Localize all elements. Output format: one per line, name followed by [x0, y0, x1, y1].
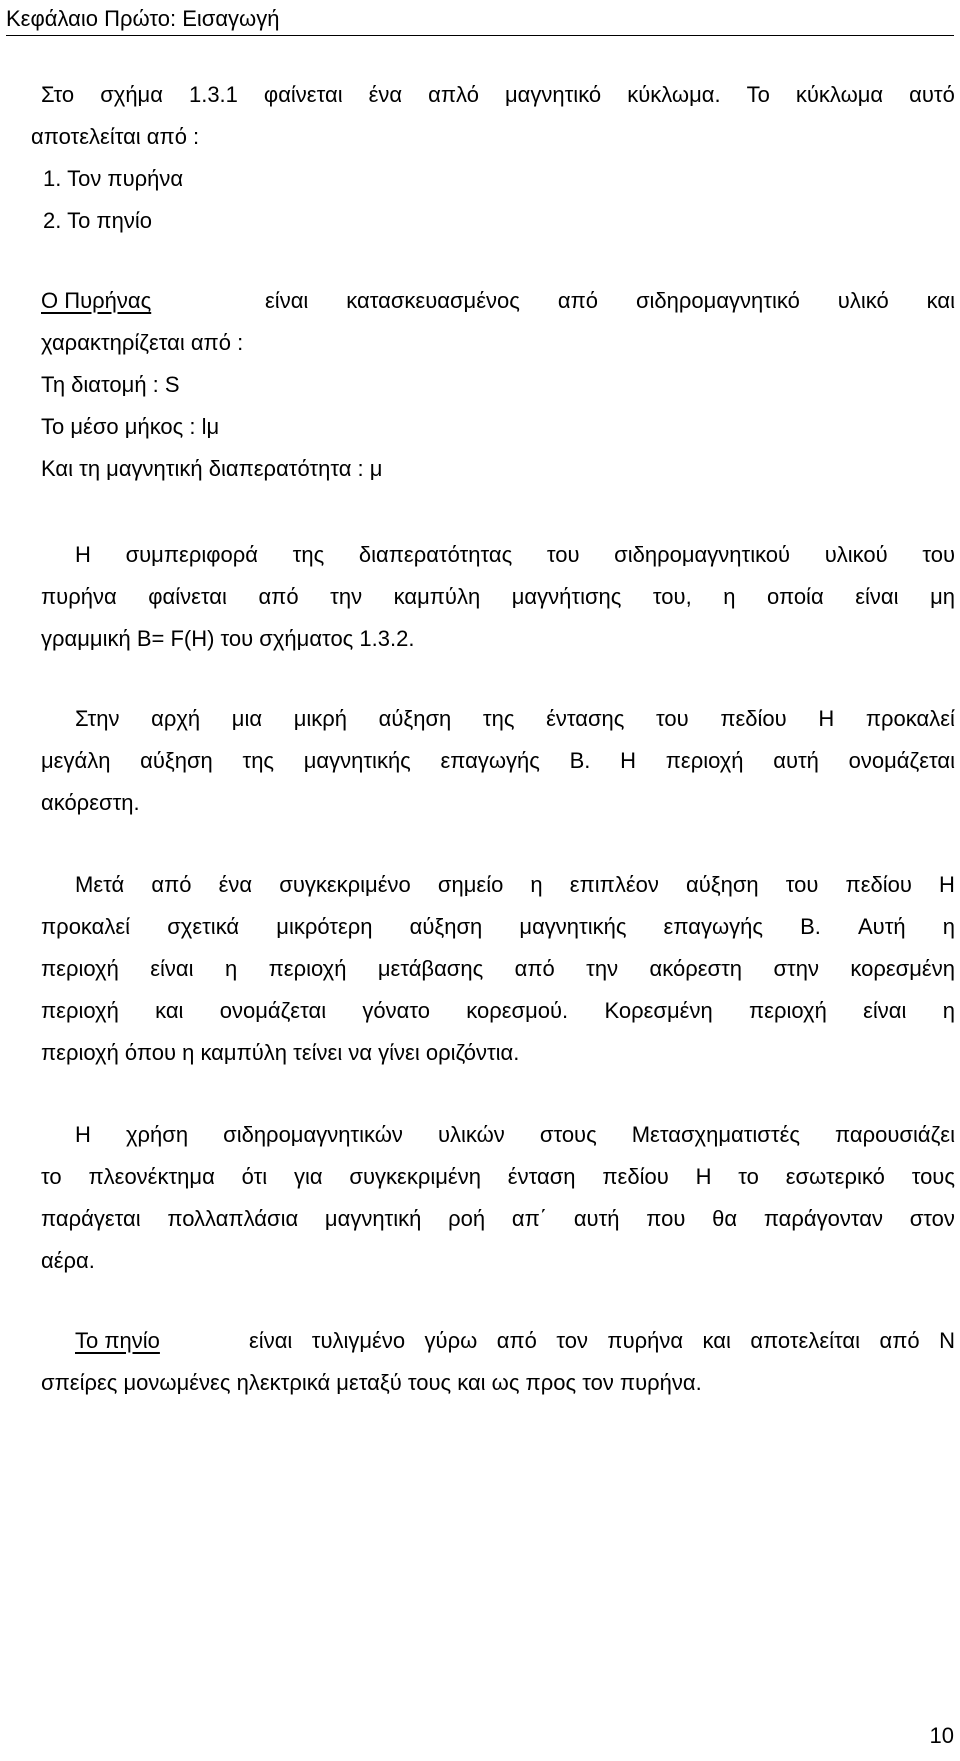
word: του — [546, 542, 580, 567]
word: αύξηση — [140, 748, 213, 773]
word: το — [738, 1164, 759, 1189]
word: περιοχή — [665, 748, 744, 773]
word: πλεονέκτημα — [88, 1164, 215, 1189]
word: σημείο — [437, 872, 504, 897]
word: ροή — [448, 1206, 486, 1231]
text-line: περιοχή όπου η καμπύλη τείνει να γίνει οριζόντια. — [41, 1040, 520, 1065]
word: από — [557, 288, 598, 313]
word: μεγάλη — [41, 748, 111, 773]
word: στον — [909, 1206, 955, 1231]
word: και — [702, 1328, 731, 1353]
word: Στο — [41, 82, 75, 107]
coil-heading: Το πηνίο — [75, 1328, 160, 1353]
word: της — [482, 706, 515, 731]
word: Μετασχηματιστές — [631, 1122, 800, 1147]
word: περιοχή — [41, 998, 119, 1023]
word: Η — [620, 748, 636, 773]
word: που — [646, 1206, 686, 1231]
word: σιδηρομαγνητικό — [635, 288, 800, 313]
word: Το — [746, 82, 770, 107]
word: από — [496, 1328, 537, 1353]
word: μαγνήτισης — [511, 584, 622, 609]
word: και — [926, 288, 955, 313]
word: την — [330, 584, 363, 609]
word: γύρω — [424, 1328, 478, 1353]
word: H — [939, 872, 955, 897]
word: διαπερατότητας — [358, 542, 513, 567]
word: φαίνεται — [263, 82, 343, 107]
word: την — [586, 956, 619, 981]
word: επαγωγής — [663, 914, 763, 939]
word: από — [514, 956, 555, 981]
word: απλό — [428, 82, 479, 107]
word: συμπεριφορά — [125, 542, 258, 567]
word: αύξηση — [409, 914, 483, 939]
word: πεδίου — [720, 706, 787, 731]
text-line: χαρακτηρίζεται από : — [41, 330, 244, 355]
word: αυτή — [573, 1206, 620, 1231]
text-line — [41, 74, 955, 116]
word: καμπύλη — [393, 584, 481, 609]
word: παράγονταν — [763, 1206, 883, 1231]
word: συγκεκριμένο — [279, 872, 411, 897]
word: τον — [556, 1328, 588, 1353]
word: τους — [911, 1164, 955, 1189]
word: επαγωγής — [440, 748, 540, 773]
text-line-rest — [249, 1320, 955, 1362]
word: από — [151, 872, 192, 897]
word: ακόρεστη — [649, 956, 743, 981]
word: B. — [800, 914, 821, 939]
chapter-title: Κεφάλαιο Πρώτο: Εισαγωγή — [6, 6, 280, 31]
word: γόνατο — [362, 998, 430, 1023]
text-line — [41, 1156, 955, 1198]
word: παράγεται — [41, 1206, 141, 1231]
word: αρχή — [151, 706, 201, 731]
word: αύξηση — [686, 872, 759, 897]
word: κύκλωμα. — [627, 82, 721, 107]
word: ότι — [241, 1164, 268, 1189]
core-property-cross-section: Τη διατομή : S — [41, 372, 180, 397]
word: Αυτή — [857, 914, 906, 939]
word: είναι — [150, 956, 194, 981]
word: σιδηρομαγνητικού — [614, 542, 791, 567]
word: αυτό — [909, 82, 955, 107]
list-item-coil: 2. Το πηνίο — [43, 208, 152, 233]
word: το — [41, 1164, 62, 1189]
core-property-permeability: Και τη μαγνητική διαπερατότητα : μ — [41, 456, 383, 481]
list-item-core: 1. Τον πυρήνα — [43, 166, 184, 191]
word: του — [922, 542, 955, 567]
word: Η — [75, 542, 91, 567]
word: σχήμα — [100, 82, 163, 107]
word: η — [723, 584, 736, 609]
word: μη — [930, 584, 955, 609]
word: συγκεκριμένη — [349, 1164, 481, 1189]
word: από — [258, 584, 299, 609]
word: θα — [712, 1206, 738, 1231]
word: Μετά — [75, 872, 125, 897]
word: H — [695, 1164, 712, 1189]
word: αποτελείται — [750, 1328, 861, 1353]
word: B. — [569, 748, 591, 773]
word: Στην — [75, 706, 120, 731]
word: οποία — [767, 584, 824, 609]
word: του, — [652, 584, 692, 609]
word: σχετικά — [167, 914, 240, 939]
word: μετάβασης — [377, 956, 484, 981]
text-line — [41, 990, 955, 1032]
text-line — [41, 576, 955, 618]
word: παρουσιάζει — [835, 1122, 955, 1147]
word: της — [292, 542, 325, 567]
word: μια — [231, 706, 263, 731]
word: είναι — [863, 998, 907, 1023]
word: κατασκευασμένος — [346, 288, 520, 313]
word: μαγνητική — [324, 1206, 422, 1231]
text-line — [75, 534, 955, 576]
word: ονομάζεται — [219, 998, 327, 1023]
word: και — [155, 998, 184, 1023]
word: Η — [75, 1122, 91, 1147]
word: του — [656, 706, 689, 731]
word: προκαλεί — [41, 914, 131, 939]
word: είναι — [265, 288, 309, 313]
core-property-mean-length: Το μέσο μήκος : lμ — [41, 414, 220, 439]
word: ένταση — [507, 1164, 576, 1189]
word: εσωτερικό — [785, 1164, 885, 1189]
word: ένα — [368, 82, 403, 107]
word: μαγνητικής — [303, 748, 411, 773]
text-line — [75, 864, 955, 906]
word: για — [293, 1164, 323, 1189]
word: στην — [773, 956, 819, 981]
word: πυρήνα — [607, 1328, 684, 1353]
word: H — [818, 706, 835, 731]
word: της — [242, 748, 275, 773]
word: η — [942, 914, 955, 939]
core-heading: Ο Πυρήνας — [41, 288, 152, 313]
word: στους — [539, 1122, 597, 1147]
word: είναι — [249, 1328, 293, 1353]
word: αύξηση — [378, 706, 452, 731]
running-header — [6, 2, 954, 36]
word: μαγνητικό — [504, 82, 602, 107]
word: προκαλεί — [865, 706, 955, 731]
word: ονομάζεται — [848, 748, 955, 773]
word: υλικού — [824, 542, 888, 567]
word: πυρήνα — [41, 584, 117, 609]
word: φαίνεται — [148, 584, 227, 609]
word: περιοχή — [268, 956, 347, 981]
word: η — [942, 998, 955, 1023]
word: κύκλωμα — [795, 82, 884, 107]
word: ένα — [218, 872, 253, 897]
word: από — [879, 1328, 920, 1353]
text-line: σπείρες μονωμένες ηλεκτρικά μεταξύ τους και ως προς τον πυρήνα. — [41, 1370, 702, 1395]
word: του — [785, 872, 819, 897]
text-line — [75, 1114, 955, 1156]
word: μαγνητικής — [519, 914, 627, 939]
text-line-rest — [265, 280, 955, 322]
word: κορεσμού. — [466, 998, 569, 1023]
word: κορεσμένη — [850, 956, 955, 981]
word: χρήση — [125, 1122, 189, 1147]
text-line: γραμμική B= F(H) του σχήματος 1.3.2. — [41, 626, 415, 651]
word: 1.3.1 — [188, 82, 238, 107]
page-number: 10 — [929, 1723, 954, 1748]
word: μικρότερη — [276, 914, 373, 939]
word: υλικό — [837, 288, 889, 313]
word: Κορεσμένη — [604, 998, 713, 1023]
word: η — [530, 872, 543, 897]
text-line — [75, 1320, 955, 1362]
word: η — [224, 956, 238, 981]
word: πολλαπλάσια — [167, 1206, 299, 1231]
word: σιδηρομαγνητικών — [223, 1122, 403, 1147]
word: έντασης — [546, 706, 625, 731]
text-line — [41, 1198, 955, 1240]
word: είναι — [855, 584, 899, 609]
text-line: αέρα. — [41, 1248, 95, 1273]
text-line — [75, 698, 955, 740]
text-line: ακόρεστη. — [41, 790, 140, 815]
word: μικρή — [293, 706, 348, 731]
text-line: αποτελείται από : — [31, 124, 200, 149]
text-line — [41, 906, 955, 948]
word: περιοχή — [41, 956, 119, 981]
word: απ΄ — [511, 1206, 548, 1231]
text-line — [41, 740, 955, 782]
word: πεδίου — [845, 872, 912, 897]
text-line — [41, 948, 955, 990]
text-line — [41, 280, 955, 322]
word: αυτή — [773, 748, 819, 773]
word: περιοχή — [748, 998, 827, 1023]
word: N — [939, 1328, 955, 1353]
word: πεδίου — [602, 1164, 669, 1189]
word: υλικών — [437, 1122, 505, 1147]
word: επιπλέον — [569, 872, 659, 897]
word: τυλιγμένο — [311, 1328, 406, 1353]
